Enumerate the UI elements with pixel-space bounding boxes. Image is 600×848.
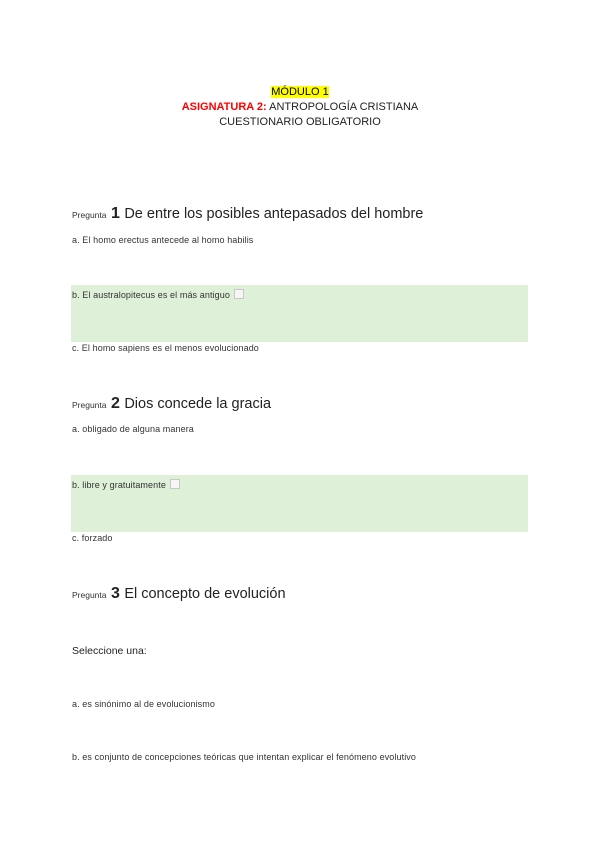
question-title: Dios concede la gracia [124, 396, 272, 412]
question-3-option-b[interactable]: b. es conjunto de concepciones teóricas que intentan explicar el fenómeno evolutivo [72, 752, 417, 762]
question-number: 1 [110, 205, 120, 222]
question-2-option-b[interactable] [72, 479, 180, 490]
subject-name: ANTROPOLOGÍA CRISTIANA [269, 101, 419, 113]
module-label: MÓDULO 1 [271, 86, 329, 98]
question-number: 2 [110, 395, 120, 412]
option-text: b. El australopitecus es el más antiguo [72, 290, 230, 300]
question-label: Pregunta [72, 590, 107, 600]
question-title: De entre los posibles antepasados del hombre [124, 206, 424, 222]
question-label: Pregunta [72, 400, 107, 410]
question-2-option-c[interactable]: c. forzado [72, 533, 113, 543]
question-1-option-c[interactable]: c. El homo sapiens es el menos evolucionado [72, 343, 259, 353]
doc-type-heading: CUESTIONARIO OBLIGATORIO [219, 116, 381, 128]
subject-heading [0, 101, 600, 113]
question-3-heading [72, 585, 286, 603]
question-title: El concepto de evolución [124, 586, 286, 602]
question-label: Pregunta [72, 210, 107, 220]
option-text: b. libre y gratuitamente [72, 480, 166, 490]
question-3-prompt: Seleccione una: [72, 645, 147, 657]
question-1-heading [72, 205, 423, 223]
module-heading [0, 86, 600, 98]
question-1-option-a[interactable]: a. El homo erectus antecede al homo habilis [72, 235, 254, 245]
subject-prefix: ASIGNATURA 2: [181, 101, 267, 113]
question-3-option-a[interactable]: a. es sinónimo al de evolucionismo [72, 699, 215, 709]
checkbox-icon[interactable] [170, 479, 180, 489]
checkbox-icon[interactable] [234, 289, 244, 299]
question-number: 3 [110, 585, 120, 602]
question-2-option-a[interactable]: a. obligado de alguna manera [72, 424, 194, 434]
question-2-heading [72, 395, 271, 413]
question-1-option-b[interactable] [72, 289, 244, 300]
